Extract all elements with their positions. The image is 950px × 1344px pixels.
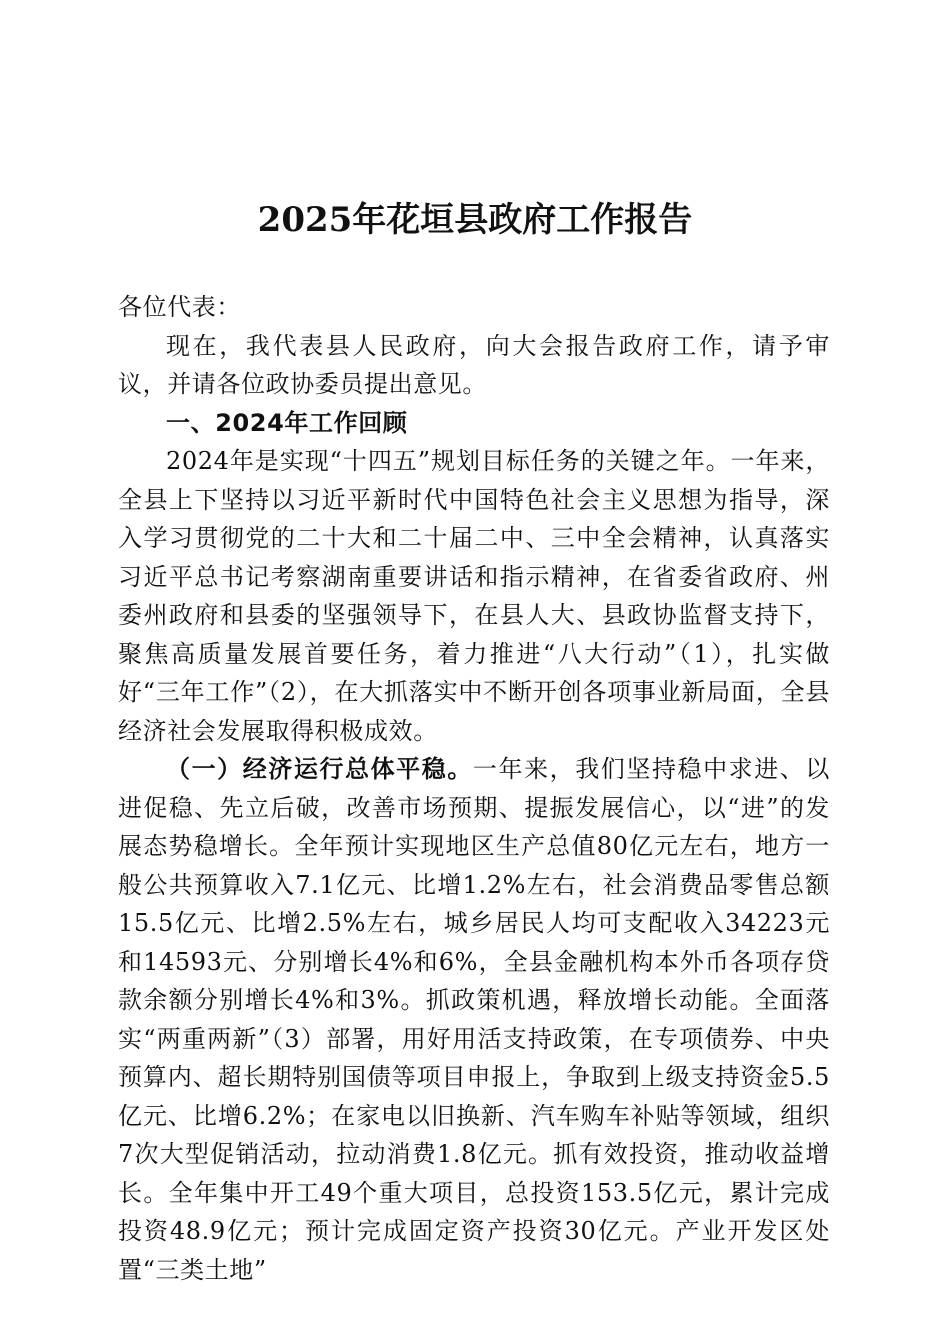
review-paragraph: 2024年是实现“十四五”规划目标任务的关键之年。一年来，全县上下坚持以习近平新时代中国特色社会主义思想为指导，深入学习贯彻党的二十大和二十届二中、三中全会精神，认真落实习近平总书记考察湖南重要讲话和指示精神，在省委省政府、州委州政府和县委的坚强领导下，在县人大、县政协监督支持下，聚焦高质量发展首要任务，着力推进“八大行动”（1），扎实做好“三年工作”（2），在大抓落实中不断开创各项事业新局面，全县经济社会发展取得积极成效。 [118,447,830,745]
opening-paragraph: 现在，我代表县人民政府，向大会报告政府工作，请予审议，并请各位政协委员提出意见。 [118,331,830,398]
subsection-body-economy: 一年来，我们坚持稳中求进、以进促稳、先立后破，改善市场预期、提振发展信心，以“进”的发展态势稳增长。全年预计实现地区生产总值80亿元左右，地方一般公共预算收入7.1亿元、比增1.2%左右，社会消费品零售总额15.5亿元、比增2.5%左右，城乡居民人均可支配收入34223元和14593元、分别增长4%和6%，全县金融机构本外币各项存贷款余额分别增长4%和3%。抓政策机遇，释放增长动能。全面落实“两重两新”（3）部署，用好用活支持政策，在专项债券、中央预算内、超长期特别国债等项目申报上，争取到上级支持资金5.5亿元、比增6.2%；在家电以旧换新、汽车购车补贴等领域，组织7次大型促销活动，拉动消费1.8亿元。抓有效投资，推动收益增长。全年集中开工49个重大项目，总投资153.5亿元，累计完成投资48.9亿元；预计完成固定资产投资30亿元。产业开发区处置“三类土地” [118,755,831,1284]
document-title: 2025年花垣县政府工作报告 [257,200,693,240]
economy-paragraph [118,750,830,1289]
subsection-lead-economy: （一）经济运行总体平稳。 [166,754,473,783]
section-heading-review: 一、2024年工作回顾 [166,408,408,437]
document-body [118,288,830,1289]
salutation: 各位代表： [118,293,241,321]
